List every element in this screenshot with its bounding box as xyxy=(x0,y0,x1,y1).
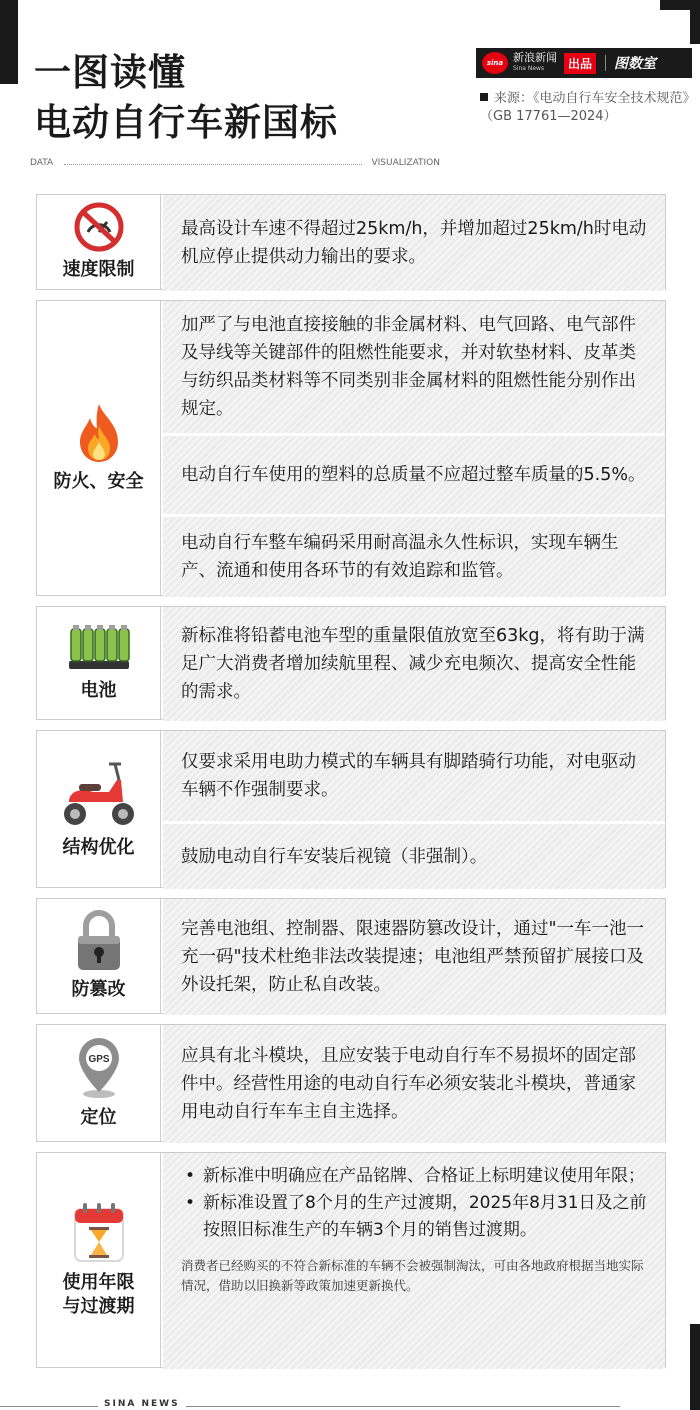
fire-icon xyxy=(72,402,126,464)
text-column xyxy=(163,1025,665,1141)
icon-column xyxy=(37,607,161,719)
page-title xyxy=(34,48,338,148)
section-positioning xyxy=(36,1024,666,1142)
text-column xyxy=(163,195,665,289)
corner-decoration xyxy=(690,1324,700,1410)
section-structure xyxy=(36,730,666,888)
text-column xyxy=(163,1153,665,1367)
lock-icon xyxy=(74,910,124,972)
brand-cn: 新浪新闻 xyxy=(513,51,557,64)
bullet-item: • 新标准设置了8个月的生产过渡期，2025年8月31日及之前按照旧标准生产的车辆3个月的销售过渡期。 xyxy=(181,1190,647,1244)
footer-rule xyxy=(0,1406,620,1407)
no-speed-icon xyxy=(71,202,127,252)
icon-column xyxy=(37,301,161,595)
corner-decoration xyxy=(0,0,18,84)
section-label: 定位 xyxy=(80,1107,117,1128)
footnote: 消费者已经购买的不符合新标准的车辆不会被强制淘汰，可由各地政府根据当地实际情况，借助以旧换新等政策加速更新换代。 xyxy=(181,1258,644,1293)
section-text: 鼓励电动自行车安装后视镜（非强制）。 xyxy=(163,824,665,889)
section-label: 速度限制 xyxy=(62,259,135,280)
title-line-2: 电动自行车新国标 xyxy=(34,101,338,144)
text-column xyxy=(163,899,665,1013)
brand-bar xyxy=(476,48,692,78)
brand-text xyxy=(513,52,557,74)
section-service-life xyxy=(36,1152,666,1368)
section-text: 仅要求采用电助力模式的车辆具有脚踏骑行功能，对电驱动车辆不作强制要求。 xyxy=(163,731,665,821)
bullet-item: • 新标准中明确应在产品铭牌、合格证上标明建议使用年限； xyxy=(181,1163,647,1190)
square-bullet-icon xyxy=(480,93,488,101)
section-label: 电池 xyxy=(80,680,117,701)
source-text: 《电动自行车安全技术规范》（GB 17761—2024） xyxy=(480,91,690,124)
section-text-block xyxy=(163,1153,665,1369)
icon-column xyxy=(37,1025,161,1141)
chupin-badge: 出品 xyxy=(564,53,596,74)
text-column xyxy=(163,731,665,887)
scooter-icon xyxy=(59,758,139,830)
section-text: 新标准将铅蓄电池车型的重量限值放宽至63kg，将有助于满足广大消费者增加续航里程、减少充电频次、提高安全性能的需求。 xyxy=(163,607,665,721)
data-visualization-rule xyxy=(30,158,440,172)
title-line-1: 一图读懂 xyxy=(34,51,186,94)
brand-divider xyxy=(605,55,606,71)
section-text: 最高设计车速不得超过25km/h，并增加超过25km/h时电动机应停止提供动力输出的要求。 xyxy=(163,195,665,291)
label-data: DATA xyxy=(30,158,54,168)
tushu-logo: 图数室 xyxy=(614,56,657,72)
corner-decoration xyxy=(690,0,700,44)
footer-brand: SINA NEWS xyxy=(98,1399,186,1409)
section-text: 应具有北斗模块，且应安装于电动自行车不易损坏的固定部件中。经营性用途的电动自行车必须安装北斗模块，普通家用电动自行车车主自主选择。 xyxy=(163,1025,665,1143)
section-text: 电动自行车整车编码采用耐高温永久性标识，实现车辆生产、流通和使用各环节的有效追踪和监管。 xyxy=(163,517,665,597)
section-label: 结构优化 xyxy=(62,837,135,858)
calendar-hourglass-icon xyxy=(71,1201,127,1265)
gps-pin-icon xyxy=(73,1036,125,1100)
section-battery xyxy=(36,606,666,720)
section-text: 加严了与电池直接接触的非金属材料、电气回路、电气部件及导线等关键部件的阻燃性能要求，并对软垫材料、皮革类与纺织品类材料等不同类别非金属材料的阻燃性能分别作出规定。 xyxy=(163,301,665,433)
section-label: 使用年限 与过渡期 xyxy=(62,1272,135,1317)
text-column xyxy=(163,301,665,595)
icon-column xyxy=(37,1153,161,1367)
gps-badge: GPS xyxy=(87,1054,110,1065)
text-column xyxy=(163,607,665,719)
icon-column xyxy=(37,899,161,1013)
source-note xyxy=(480,90,692,126)
section-text: 电动自行车使用的塑料的总质量不应超过整车质量的5.5%。 xyxy=(163,436,665,514)
section-speed-limit xyxy=(36,194,666,290)
source-prefix: 来源： xyxy=(494,91,534,106)
sina-logo-icon: sina xyxy=(482,52,508,74)
battery-icon xyxy=(67,623,131,673)
bullet-list xyxy=(181,1163,647,1244)
label-visualization: VISUALIZATION xyxy=(371,158,440,168)
brand-en: Sina News xyxy=(513,65,545,72)
section-anti-tamper xyxy=(36,898,666,1014)
icon-column xyxy=(37,195,161,289)
section-text: 完善电池组、控制器、限速器防篡改设计，通过"一车一池一充一码"技术杜绝非法改装提速；电池组严禁预留扩展接口及外设托架，防止私自改装。 xyxy=(163,899,665,1015)
section-label: 防火、安全 xyxy=(53,471,144,492)
section-fire-safety xyxy=(36,300,666,596)
section-label: 防篡改 xyxy=(71,979,126,1000)
dotted-rule xyxy=(64,164,362,165)
icon-column xyxy=(37,731,161,887)
